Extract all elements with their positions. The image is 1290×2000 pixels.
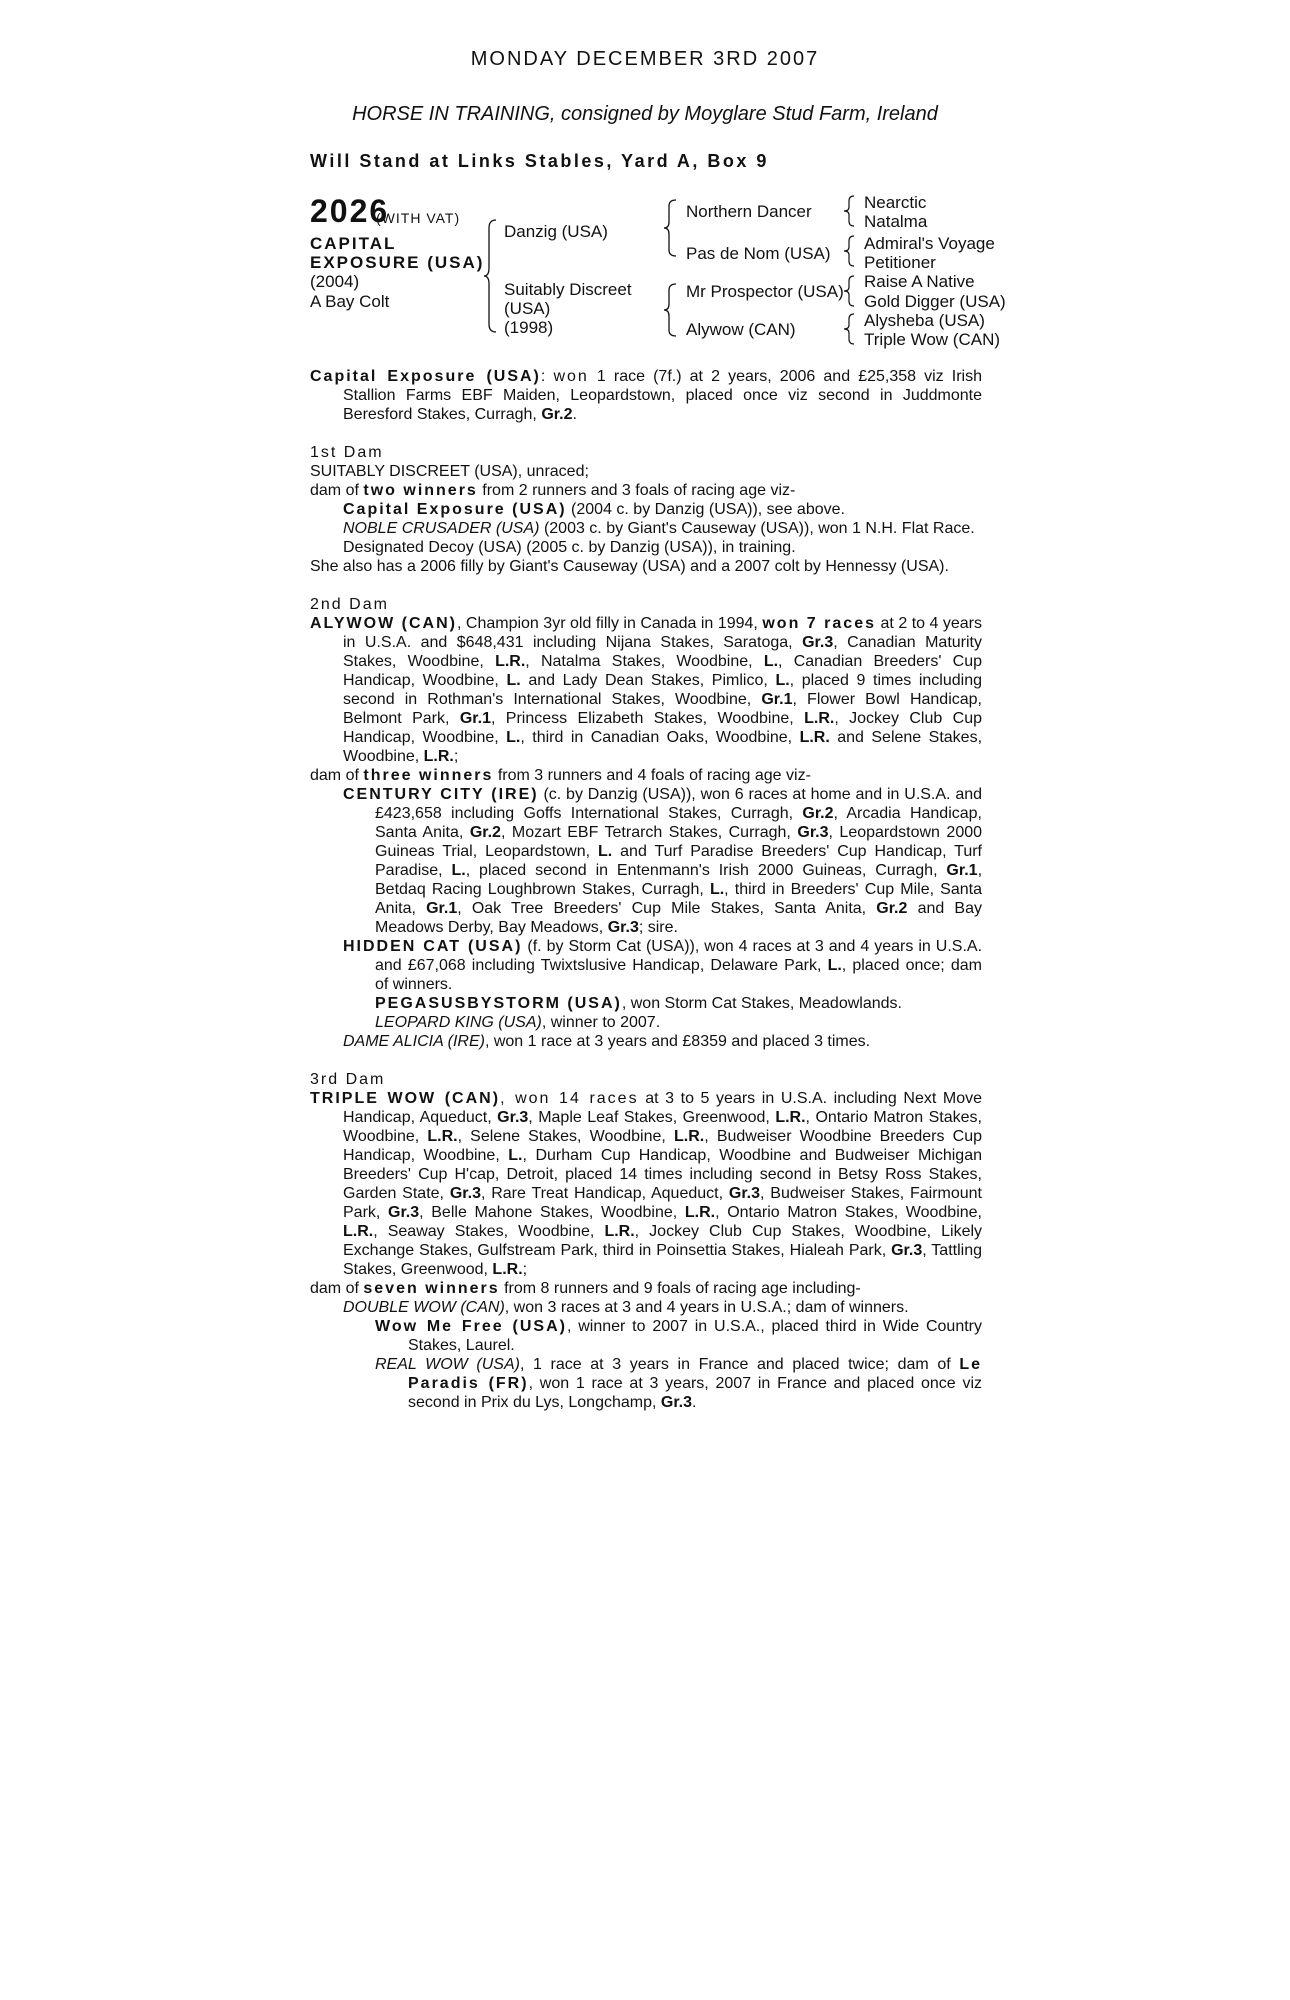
progeny-pegasusbystorm — [310, 994, 982, 1013]
progeny-text: (2004 c. by Danzig (USA)), see above. — [571, 501, 845, 518]
stable-location: Will Stand at Links Stables, Yard A, Box 9 — [310, 151, 769, 171]
grade: L.R. — [799, 729, 830, 746]
progeny-name: REAL WOW (USA) — [375, 1356, 520, 1373]
text: , Mozart EBF Tetrarch Stakes, Curragh, — [500, 824, 791, 841]
horse-description: A Bay Colt — [310, 292, 390, 311]
grade: L.R. — [427, 1128, 458, 1145]
pedigree-ggp-3: Admiral's Voyage — [864, 234, 995, 253]
third-dam-record — [310, 1279, 982, 1298]
first-dam-runners: from 2 runners and 3 foals of racing age viz- — [482, 482, 796, 499]
pedigree-brace-gg4 — [844, 312, 858, 348]
second-dam-record — [310, 766, 982, 785]
text: , placed 9 times including second in Rothman's International Stakes, Woodbine, — [343, 672, 983, 708]
text: , Seaway Stakes, Woodbine, — [373, 1223, 595, 1240]
grade: Gr.3 — [728, 1185, 761, 1202]
second-dam-won: won 7 races — [762, 615, 877, 632]
text: , Jockey Club Cup Stakes, Woodbine, Likely Exchange Stakes, Gulfstream Park, third in Poinsettia Stakes, Hialeah Park, — [343, 1223, 983, 1259]
third-dam-heading: 3rd Dam — [310, 1071, 386, 1088]
text: , winner to 2007 in U.S.A., placed third in Wide Country Stakes, Laurel. — [408, 1318, 982, 1354]
grade: L. — [508, 1147, 523, 1164]
text: (c. by Danzig (USA)), won 6 races at home and in U.S.A. and £423,658 including Goffs International Stakes, Curragh, — [375, 786, 983, 822]
text: , won 3 races at 3 and 4 years in U.S.A.; dam of winners. — [504, 1299, 909, 1316]
progeny-noble-crusader — [310, 519, 982, 538]
grade: L. — [709, 881, 725, 898]
text: from 3 runners and 4 foals of racing age viz- — [497, 767, 811, 784]
pedigree-brace-sire — [664, 198, 680, 260]
summary-end: . — [572, 406, 577, 423]
third-dam-won: , won 14 races — [500, 1090, 639, 1107]
text: , Selene Stakes, Woodbine, — [457, 1128, 666, 1145]
text: , Budweiser Woodbine Breeders Cup Handicap, Woodbine, — [343, 1128, 983, 1164]
text: , winner to 2007. — [541, 1014, 661, 1031]
first-dam-winners: two winners — [363, 482, 478, 499]
text: , third in Breeders' Cup Mile, Santa Anita, — [375, 881, 982, 917]
progeny-hidden-cat — [310, 937, 982, 994]
pedigree-brace-gg1 — [844, 194, 858, 230]
progeny-name: DAME ALICIA (IRE) — [343, 1033, 485, 1050]
pedigree-brace-gg2 — [844, 234, 858, 270]
text: and Bay Meadows Derby, Bay Meadows, — [375, 900, 982, 936]
pedigree-ggp-7: Alysheba (USA) — [864, 311, 985, 330]
text: and Turf Paradise Breeders' Cup Handicap, Turf Paradise, — [375, 843, 982, 879]
progeny-name-le-paradis: Le Paradis (FR) — [408, 1356, 982, 1392]
grade: L.R. — [674, 1128, 705, 1145]
summary-text: 1 race (7f.) at 2 years, 2006 and £25,358 viz Irish Stallion Farms EBF Maiden, Leopardstown, placed once viz second in Juddmonte Beresford Stakes, Curragh, — [343, 368, 983, 423]
grade: Gr.1 — [946, 862, 978, 879]
progeny-name: NOBLE CRUSADER (USA) — [343, 520, 540, 537]
grade: Gr.1 — [426, 900, 458, 917]
first-dam-record — [310, 481, 982, 500]
progeny-name: Wow Me Free (USA) — [375, 1318, 567, 1335]
text: , Jockey Club Cup Handicap, Woodbine, — [343, 710, 982, 746]
second-dam-paragraph — [310, 614, 982, 766]
text: , Natalma Stakes, Woodbine, — [525, 653, 753, 670]
text: , won 1 race at 3 years and £8359 and placed 3 times. — [484, 1033, 871, 1050]
text: , Leopardstown 2000 Guineas Trial, Leopardstown, — [375, 824, 983, 860]
progeny-real-wow — [310, 1355, 982, 1412]
grade: L.R. — [423, 748, 454, 765]
pedigree-brace-parents — [484, 218, 504, 334]
text: at 3 to 5 years in U.S.A. including Next Move Handicap, Aqueduct, — [343, 1090, 983, 1126]
progeny-leopard-king — [310, 1013, 982, 1032]
grade: Gr.3 — [802, 634, 834, 651]
grade: Gr.2 — [802, 805, 834, 822]
progeny-designated-decoy: Designated Decoy (USA) (2005 c. by Danzig (USA)), in training. — [343, 539, 796, 556]
first-dam-line: SUITABLY DISCREET (USA), unraced; — [310, 463, 589, 480]
grade: L.R. — [343, 1223, 374, 1240]
vat-note: (WITH VAT) — [376, 210, 461, 226]
text: , placed second in Entenmann's Irish 2000 Guineas, Curragh, — [465, 862, 938, 879]
text: , third in Canadian Oaks, Woodbine, — [520, 729, 793, 746]
grade: Gr.3 — [449, 1185, 481, 1202]
text: , Tattling Stakes, Greenwood, — [343, 1242, 983, 1278]
first-dam-also: She also has a 2006 filly by Giant's Causeway (USA) and a 2007 colt by Hennessy (USA). — [310, 558, 949, 575]
horse-name-line1: CAPITAL — [310, 234, 397, 253]
text: , Budweiser Stakes, Fairmount Park, — [343, 1185, 982, 1221]
pedigree-ggp-2: Natalma — [864, 212, 928, 231]
pedigree-dam-line1: Suitably Discreet — [504, 280, 632, 299]
grade: L.R. — [604, 1223, 635, 1240]
second-dam-heading: 2nd Dam — [310, 596, 389, 613]
pedigree-ggp-6: Gold Digger (USA) — [864, 292, 1006, 311]
pedigree-brace-dam — [664, 282, 680, 340]
text: , won 1 race at 3 years, 2007 in France and placed once viz second in Prix du Lys, Longchamp, — [408, 1375, 982, 1411]
progeny-double-wow — [310, 1298, 982, 1317]
progeny-dame-alicia — [310, 1032, 982, 1051]
text: , Betdaq Racing Loughbrown Stakes, Curragh, — [375, 862, 983, 898]
grade: L. — [598, 843, 613, 860]
pedigree-dam-sire: Mr Prospector (USA) — [686, 282, 844, 301]
pedigree-dam — [504, 280, 632, 337]
pedigree-sire: Danzig (USA) — [504, 222, 608, 241]
grade: L.R. — [492, 1261, 523, 1278]
pedigree-ggp-8: Triple Wow (CAN) — [864, 330, 1001, 349]
pedigree-dam-line3: (1998) — [504, 318, 554, 337]
summary-paragraph: Capital Exposure (USA): won 1 race (7f.) at 2 years, 2006 and £25,358 viz Irish Stallion Farms EBF Maiden, Leopardstown, placed once viz second in Juddmonte Beresford Stakes, Curragh, Gr.2. — [310, 368, 983, 423]
text: , 1 race at 3 years in France and placed twice; dam of — [519, 1356, 951, 1373]
text: ; sire. — [638, 919, 678, 936]
progeny-name: Capital Exposure (USA) — [343, 501, 567, 518]
grade: Gr.3 — [891, 1242, 923, 1259]
pedigree-ggp-1: Nearctic — [864, 193, 927, 212]
summary-horse-name: Capital Exposure (USA) — [310, 368, 541, 385]
text: , Ontario Matron Stakes, Woodbine, — [715, 1204, 983, 1221]
grade: Gr.2 — [876, 900, 908, 917]
text: , Maple Leaf Stakes, Greenwood, — [528, 1109, 770, 1126]
third-dam-winners: seven winners — [363, 1280, 500, 1297]
progeny-name: LEOPARD KING (USA) — [375, 1014, 542, 1031]
text: and Selene Stakes, Woodbine, — [343, 729, 983, 765]
consignment-line: HORSE IN TRAINING, consigned by Moyglare Stud Farm, Ireland — [352, 103, 938, 125]
text: , Canadian Breeders' Cup Handicap, Woodbine, — [343, 653, 983, 689]
pedigree-brace-gg3 — [844, 274, 858, 310]
sale-date: MONDAY DECEMBER 3RD 2007 — [470, 48, 820, 70]
summary-grade: Gr.2 — [541, 406, 573, 423]
text: , Flower Bowl Handicap, Belmont Park, — [343, 691, 983, 727]
horse-name-line2: EXPOSURE (USA) — [310, 253, 485, 272]
grade: Gr.2 — [469, 824, 501, 841]
text: , Rare Treat Handicap, Aqueduct, — [480, 1185, 724, 1202]
foaling-year: (2004) — [310, 272, 360, 291]
third-dam-name: TRIPLE WOW (CAN) — [310, 1090, 501, 1107]
text: , won Storm Cat Stakes, Meadowlands. — [621, 995, 902, 1012]
progeny-century-city — [310, 785, 982, 937]
second-dam-winners: three winners — [363, 767, 494, 784]
grade: Gr.3 — [388, 1204, 420, 1221]
text: , Champion 3yr old filly in Canada in 1994, — [456, 615, 758, 632]
progeny-wow-me-free — [310, 1317, 982, 1355]
first-dam-of: dam of — [310, 482, 359, 499]
pedigree-sire-sire: Northern Dancer — [686, 202, 812, 221]
progeny-name: PEGASUSBYSTORM (USA) — [375, 995, 622, 1012]
text: ; — [453, 748, 459, 765]
second-dam-name: ALYWOW (CAN) — [310, 615, 457, 632]
text: , placed once; dam of winners. — [375, 957, 982, 993]
text: , Arcadia Handicap, Santa Anita, — [375, 805, 982, 841]
progeny-name: CENTURY CITY (IRE) — [343, 786, 539, 803]
text: , Ontario Matron Stakes, Woodbine, — [343, 1109, 982, 1145]
grade: L.R. — [684, 1204, 716, 1221]
progeny-capital-exposure — [310, 500, 982, 519]
grade: L. — [827, 957, 842, 974]
lot-number: 2026 — [310, 193, 390, 229]
text: , Oak Tree Breeders' Cup Mile Stakes, Santa Anita, — [457, 900, 867, 917]
text: at 2 to 4 years in U.S.A. and $648,431 including Nijana Stakes, Saratoga, — [343, 615, 983, 651]
grade: Gr.3 — [607, 919, 639, 936]
text: , Princess Elizabeth Stakes, Woodbine, — [490, 710, 794, 727]
grade: L. — [506, 729, 521, 746]
grade: Gr.3 — [497, 1109, 529, 1126]
text: dam of — [310, 767, 359, 784]
grade: L.R. — [804, 710, 835, 727]
grade: Gr.3 — [797, 824, 829, 841]
grade: Gr.3 — [660, 1394, 693, 1411]
text: (f. by Storm Cat (USA)), won 4 races at 3 and 4 years in U.S.A. and £67,068 including Twixtslusive Handicap, Delaware Park, — [375, 938, 983, 974]
grade: L.R. — [495, 653, 526, 670]
pedigree-dam-line2: (USA) — [504, 299, 551, 318]
pedigree-ggp-4: Petitioner — [864, 253, 936, 272]
text: , Canadian Maturity Stakes, Woodbine, — [343, 634, 983, 670]
summary-won: won — [553, 368, 589, 385]
pedigree-sire-dam: Pas de Nom (USA) — [686, 244, 831, 263]
grade: Gr.1 — [761, 691, 793, 708]
pedigree-dam-dam: Alywow (CAN) — [686, 320, 796, 339]
grade: L.R. — [775, 1109, 806, 1126]
text: , Belle Mahone Stakes, Woodbine, — [419, 1204, 678, 1221]
text: ; — [522, 1261, 528, 1278]
horse-name — [310, 234, 484, 272]
progeny-name: DOUBLE WOW (CAN) — [343, 1299, 505, 1316]
progeny-text: (2003 c. by Giant's Causeway (USA)), won 1 N.H. Flat Race. — [543, 520, 975, 537]
grade: Gr.1 — [459, 710, 491, 727]
third-dam-paragraph — [310, 1089, 982, 1279]
pedigree-ggp-5: Raise A Native — [864, 272, 975, 291]
text: dam of — [310, 1280, 359, 1297]
first-dam-heading: 1st Dam — [310, 444, 384, 461]
grade: L. — [506, 672, 521, 689]
grade: L. — [763, 653, 779, 670]
text: . — [692, 1394, 697, 1411]
text: and Lady Dean Stakes, Pimlico, — [528, 672, 768, 689]
progeny-name: HIDDEN CAT (USA) — [343, 938, 523, 955]
race-summary — [310, 367, 982, 1412]
grade: L. — [451, 862, 466, 879]
text: from 8 runners and 9 foals of racing age including- — [504, 1280, 861, 1297]
grade: L. — [775, 672, 790, 689]
text: , Durham Cup Handicap, Woodbine and Budweiser Michigan Breeders' Cup H'cap, Detroit, placed 14 times including second in Betsy Ross Stakes, Garden State, — [343, 1147, 982, 1202]
